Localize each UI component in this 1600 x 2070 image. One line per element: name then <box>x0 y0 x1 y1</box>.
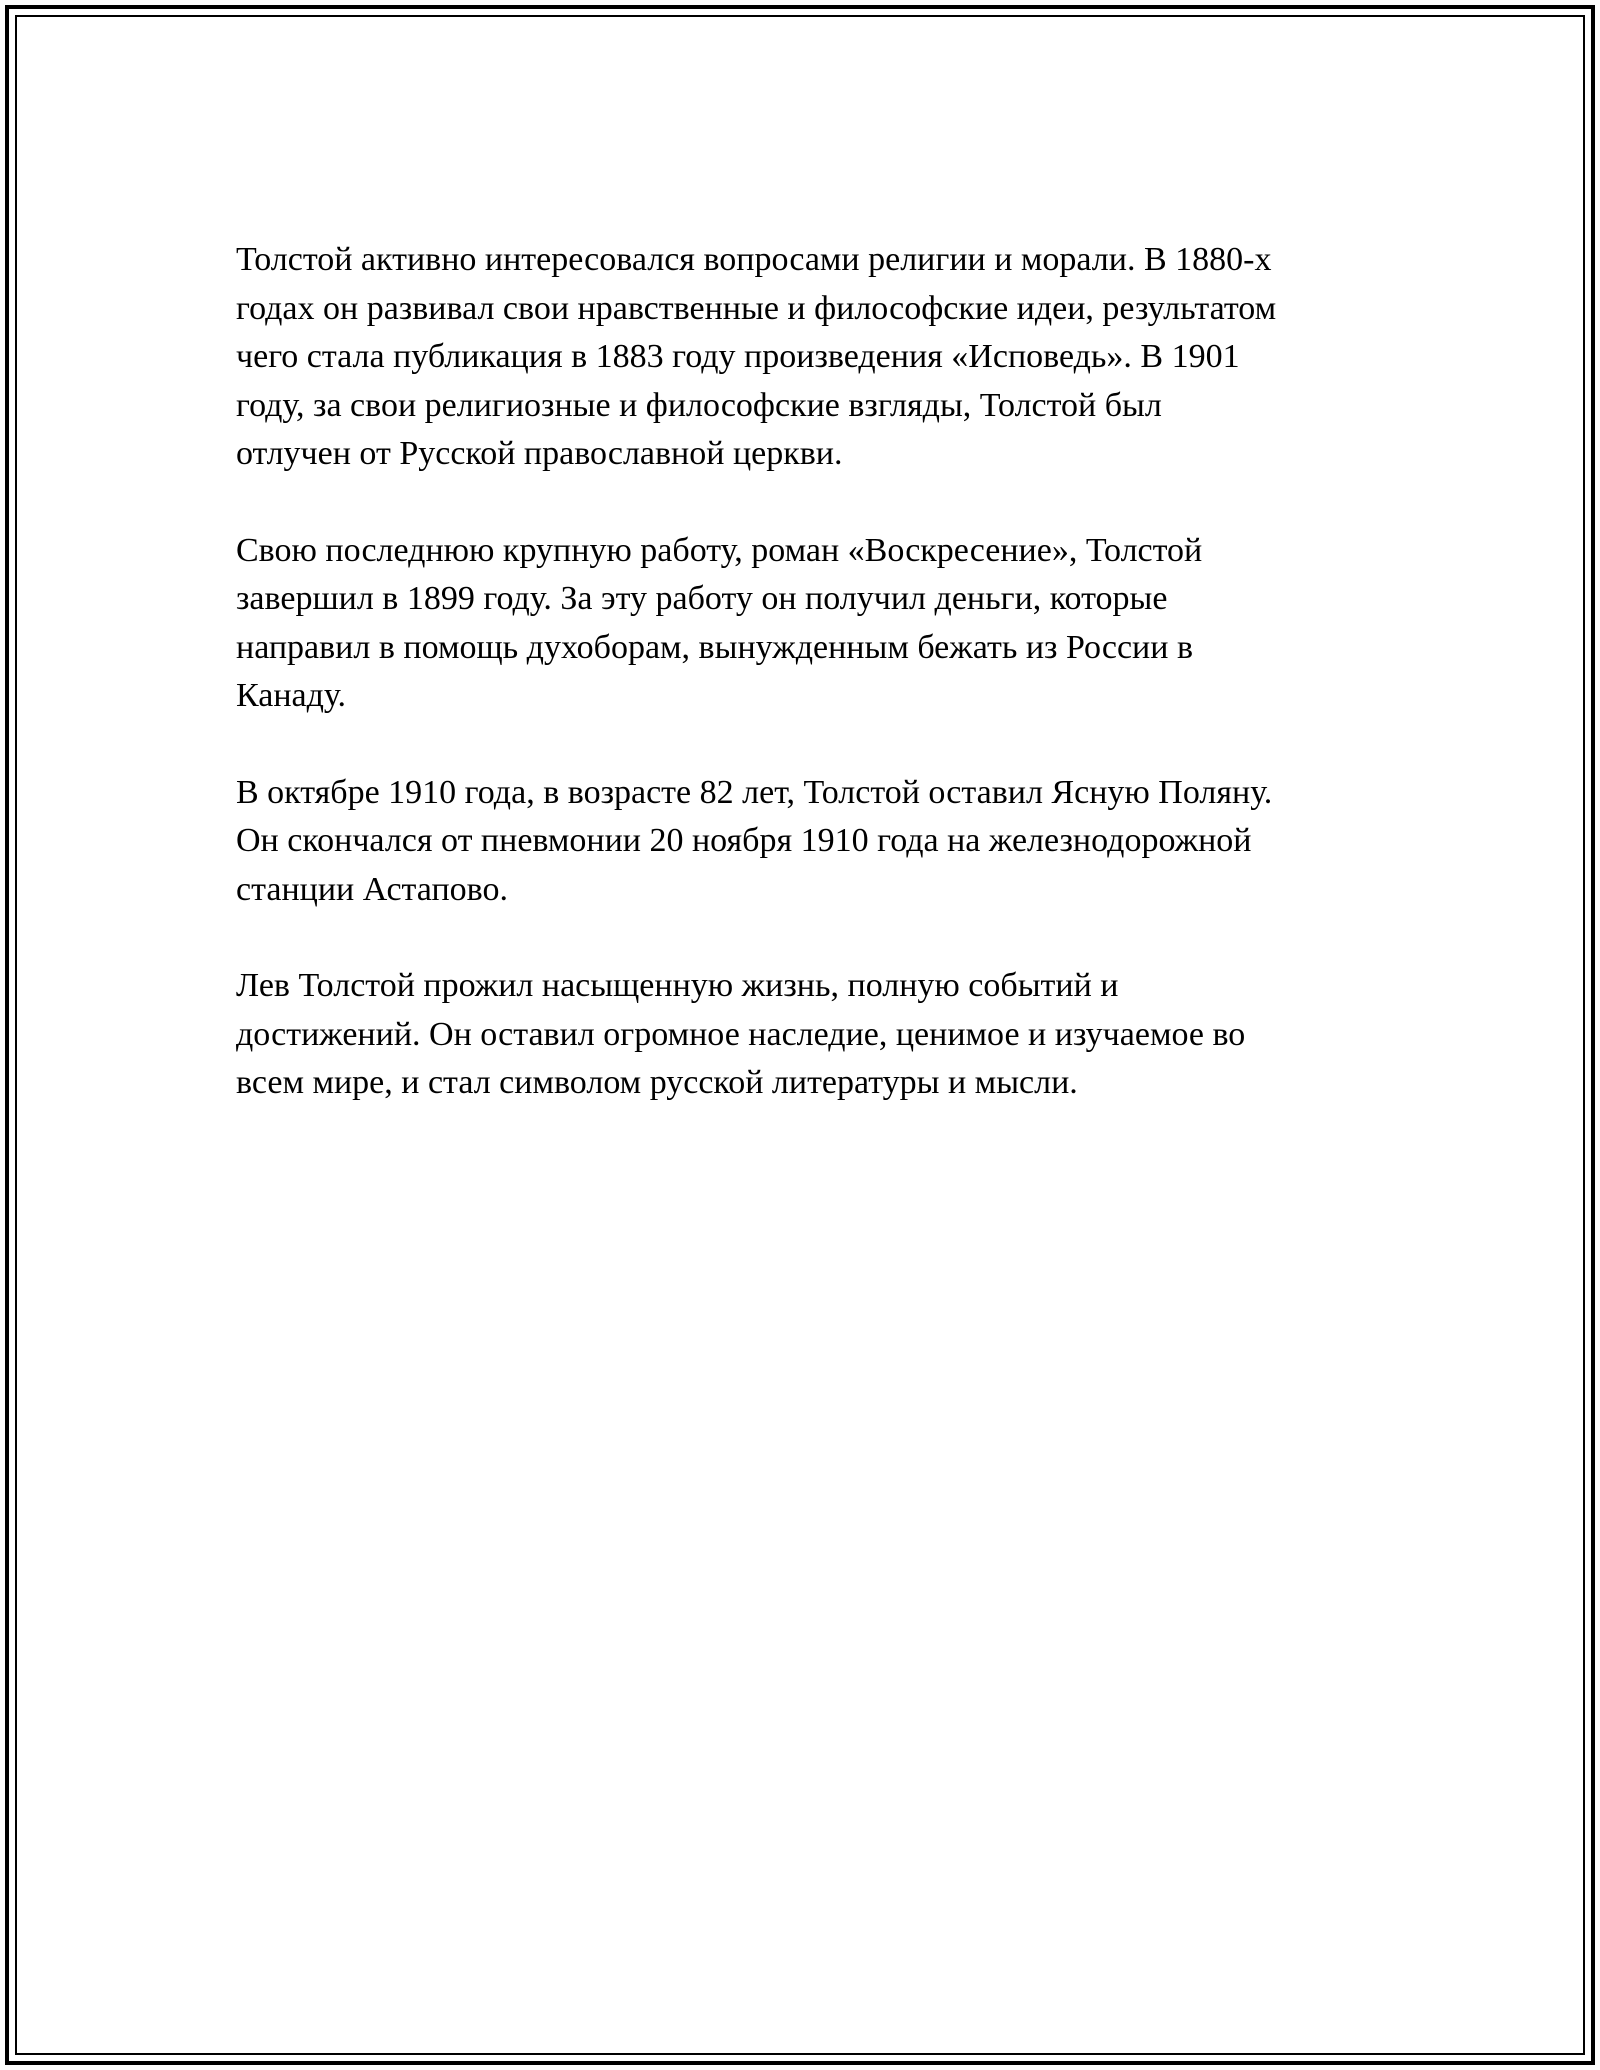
paragraph-death: В октябре 1910 года, в возрасте 82 лет, Толстой оставил Ясную Поляну. Он скончался от пневмонии 20 ноября 1910 года на железнодорожной станции Астапово. <box>236 773 1273 908</box>
paragraph-religion: Толстой активно интересовался вопросами религии и морали. В 1880-х годах он развивал свои нравственные и философские идеи, результатом чего стала публикация в 1883 году произведения «Исповедь». В 1901 году, за свои религиозные и философские взгляды, Толстой был отлучен от Русской православной церкви. <box>236 241 1277 472</box>
document-body <box>236 236 1376 1156</box>
paragraph-resurrection: Свою последнюю крупную работу, роман «Воскресение», Толстой завершил в 1899 году. За эту работу он получил деньги, которые направил в помощь духоборам, вынужденным бежать из России в Канаду. <box>236 531 1203 714</box>
paragraph-legacy: Лев Толстой прожил насыщенную жизнь, полную событий и достижений. Он оставил огромное наследие, ценимое и изучаемое во всем мире, и стал символом русской литературы и мысли. <box>236 967 1246 1101</box>
